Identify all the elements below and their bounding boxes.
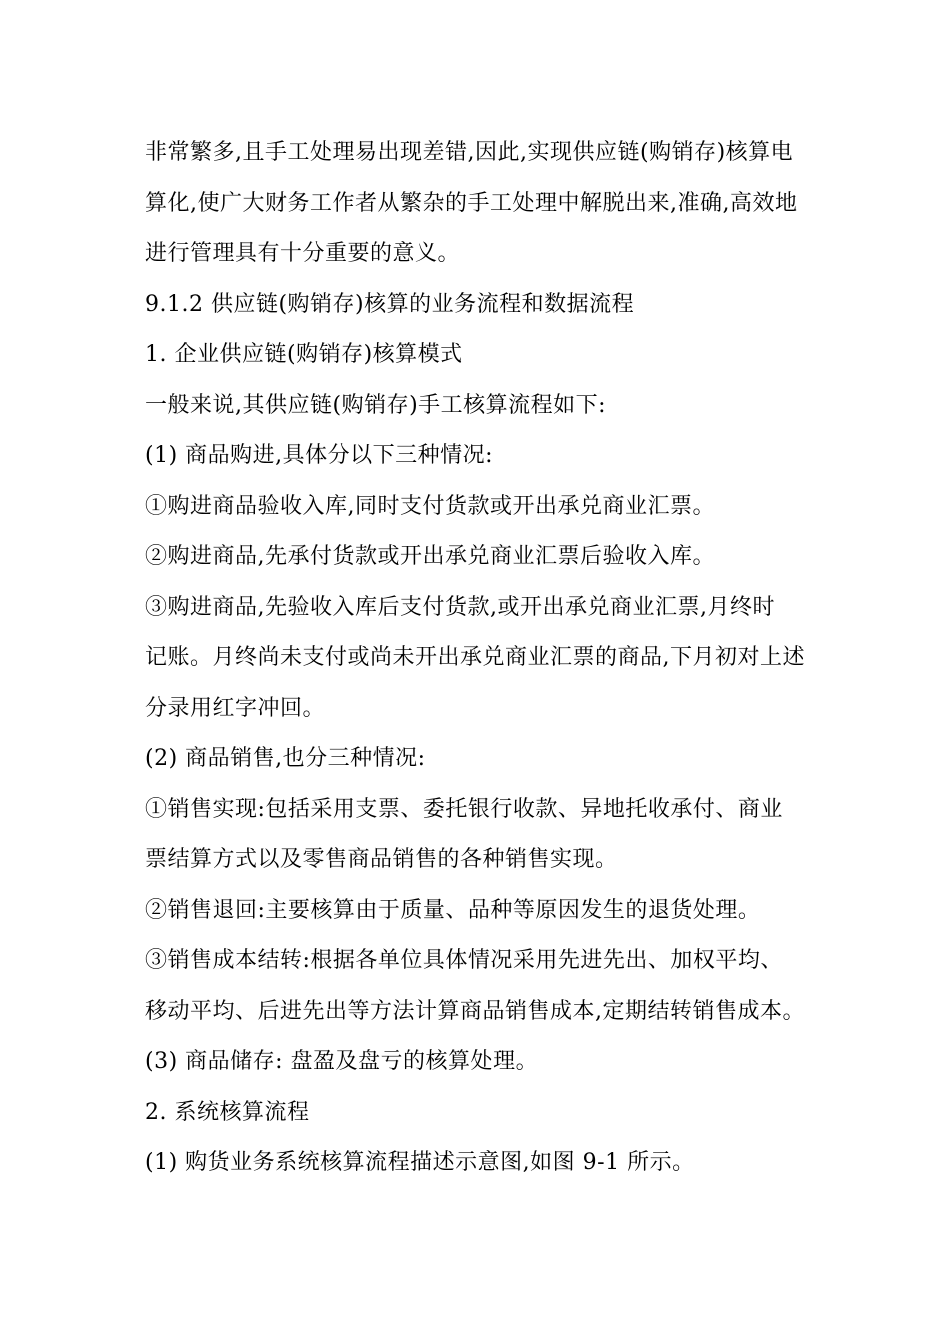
list-heading: (2) 商品销售,也分三种情况: bbox=[145, 746, 426, 771]
paragraph-line: 进行管理具有十分重要的意义。 bbox=[145, 241, 461, 266]
paragraph-line: 分录用红字冲回。 bbox=[145, 695, 326, 721]
document-body bbox=[145, 128, 825, 1189]
list-item: ③销售成本结转:根据各单位具体情况采用先进先出、加权平均、 bbox=[145, 948, 783, 973]
list-heading: (1) 购货业务系统核算流程描述示意图,如图 9-1 所示。 bbox=[145, 1150, 695, 1175]
paragraph-line: 记账。月终尚未支付或尚未开出承兑商业汇票的商品,下月初对上述 bbox=[145, 645, 805, 670]
list-item: ①购进商品验收入库,同时支付货款或开出承兑商业汇票。 bbox=[145, 493, 715, 519]
paragraph-line: 票结算方式以及零售商品销售的各种销售实现。 bbox=[145, 847, 618, 872]
list-item: ②购进商品,先承付货款或开出承兑商业汇票后验收入库。 bbox=[145, 544, 715, 569]
section-heading: 9.1.2 供应链(购销存)核算的业务流程和数据流程 bbox=[145, 291, 635, 317]
list-heading: (1) 商品购进,具体分以下三种情况: bbox=[145, 443, 494, 468]
list-item: ③购进商品,先验收入库后支付货款,或开出承兑商业汇票,月终时 bbox=[145, 594, 775, 620]
paragraph-line: 非常繁多,且手工处理易出现差错,因此,实现供应链(购销存)核算电 bbox=[145, 140, 794, 165]
list-item: ②销售退回:主要核算由于质量、品种等原因发生的退货处理。 bbox=[145, 897, 761, 923]
list-heading: (3) 商品储存: 盘盈及盘亏的核算处理。 bbox=[145, 1049, 539, 1074]
paragraph-line: 移动平均、后进先出等方法计算商品销售成本,定期结转销售成本。 bbox=[145, 998, 805, 1024]
paragraph-line: 算化,使广大财务工作者从繁杂的手工处理中解脱出来,准确,高效地 bbox=[145, 190, 798, 216]
paragraph-line: 一般来说,其供应链(购销存)手工核算流程如下: bbox=[145, 392, 607, 418]
subsection-heading: 2. 系统核算流程 bbox=[145, 1099, 310, 1125]
subsection-heading: 1. 企业供应链(购销存)核算模式 bbox=[145, 342, 463, 367]
list-item: ①销售实现:包括采用支票、委托银行收款、异地托收承付、商业 bbox=[145, 796, 783, 822]
